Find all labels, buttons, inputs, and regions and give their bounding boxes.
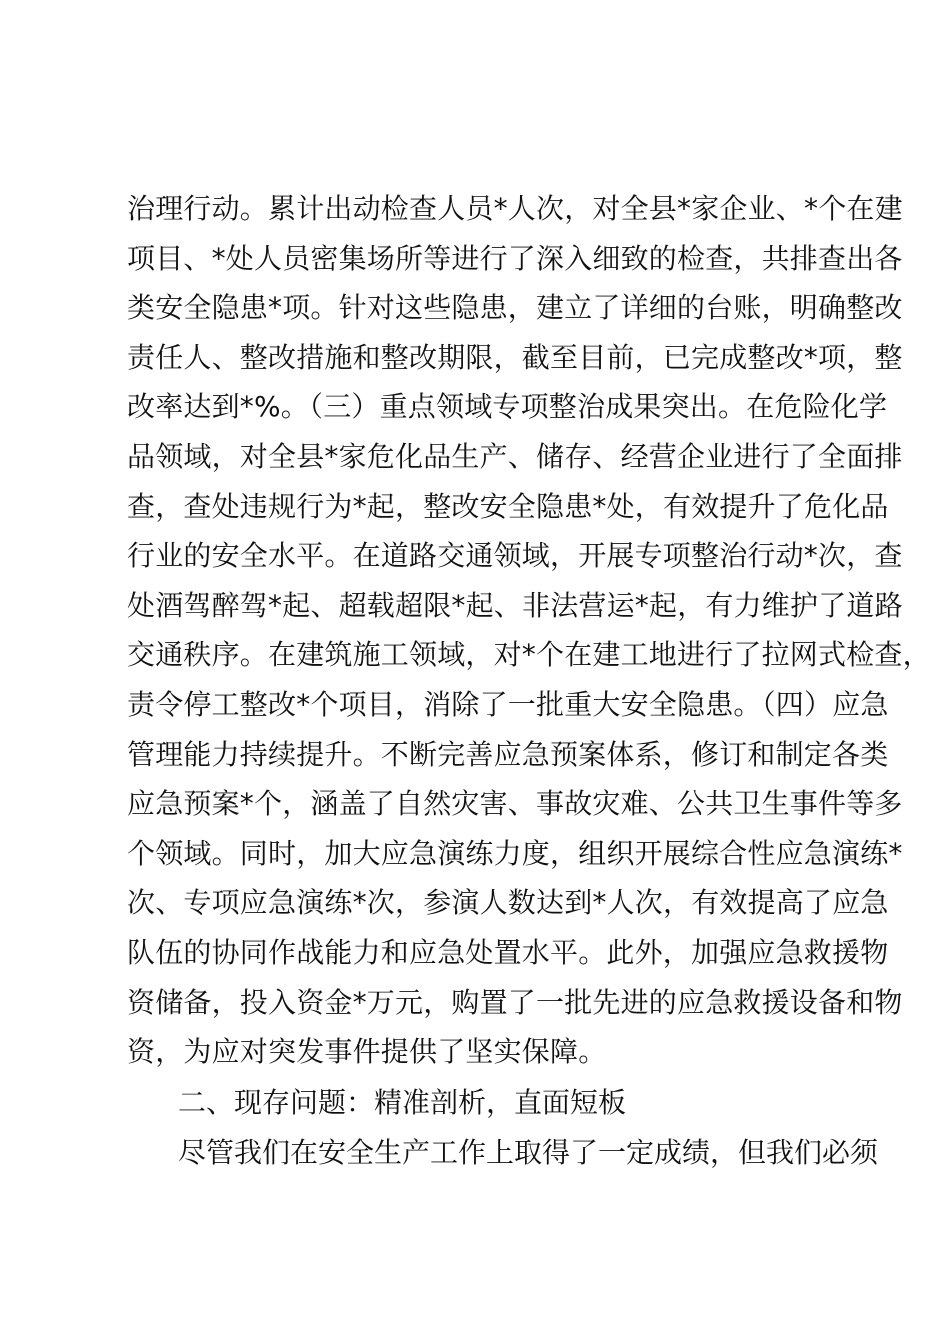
text-line: 品领域，对全县*家危化品生产、储存、经营企业进行了全面排 <box>127 439 903 473</box>
text-line: 改率达到*%。（三）重点领域专项整治成果突出。在危险化学 <box>127 390 888 424</box>
text-line: 处酒驾醉驾*起、超载超限*起、非法营运*起，有力维护了道路 <box>127 588 903 622</box>
paragraph-1 <box>127 184 931 1077</box>
text-line: 资储备，投入资金*万元，购置了一批先进的应急救援设备和物 <box>127 985 903 1019</box>
text-line: 项目、*处人员密集场所等进行了深入细致的检查，共排查出各 <box>127 241 903 275</box>
text-line: 责令停工整改*个项目，消除了一批重大安全隐患。（四）应急 <box>127 687 889 721</box>
text-line: 类安全隐患*项。针对这些隐患，建立了详细的台账，明确整改 <box>127 291 903 325</box>
text-line: 治理行动。累计出动检查人员*人次，对全县*家企业、*个在建 <box>127 192 903 225</box>
text-line: 个领域。同时，加大应急演练力度，组织开展综合性应急演练* <box>127 836 903 870</box>
text-line: 应急预案*个，涵盖了自然灾害、事故灾难、公共卫生事件等多 <box>127 787 903 821</box>
text-line: 队伍的协同作战能力和应急处置水平。此外，加强应急救援物 <box>127 935 889 969</box>
text-line: 责任人、整改措施和整改期限，截至目前，已完成整改*项，整 <box>127 340 903 374</box>
text-line: 次、专项应急演练*次，参演人数达到*人次，有效提高了应急 <box>127 886 889 920</box>
section-heading: 二、现存问题：精准剖析，直面短板 <box>178 1086 627 1119</box>
text-line: 查，查处违规行为*起，整改安全隐患*处，有效提升了危化品 <box>127 489 889 523</box>
text-line: 行业的安全水平。在道路交通领域，开展专项整治行动*次，查 <box>127 539 903 573</box>
paragraph-2-first-line: 尽管我们在安全生产工作上取得了一定成绩，但我们必须 <box>178 1136 879 1169</box>
text-line: 交通秩序。在建筑施工领域，对*个在建工地进行了拉网式检查， <box>127 638 931 672</box>
text-line: 管理能力持续提升。不断完善应急预案体系，修订和制定各类 <box>127 737 889 771</box>
text-line-last: 资，为应对突发事件提供了坚实保障。 <box>127 1035 607 1069</box>
